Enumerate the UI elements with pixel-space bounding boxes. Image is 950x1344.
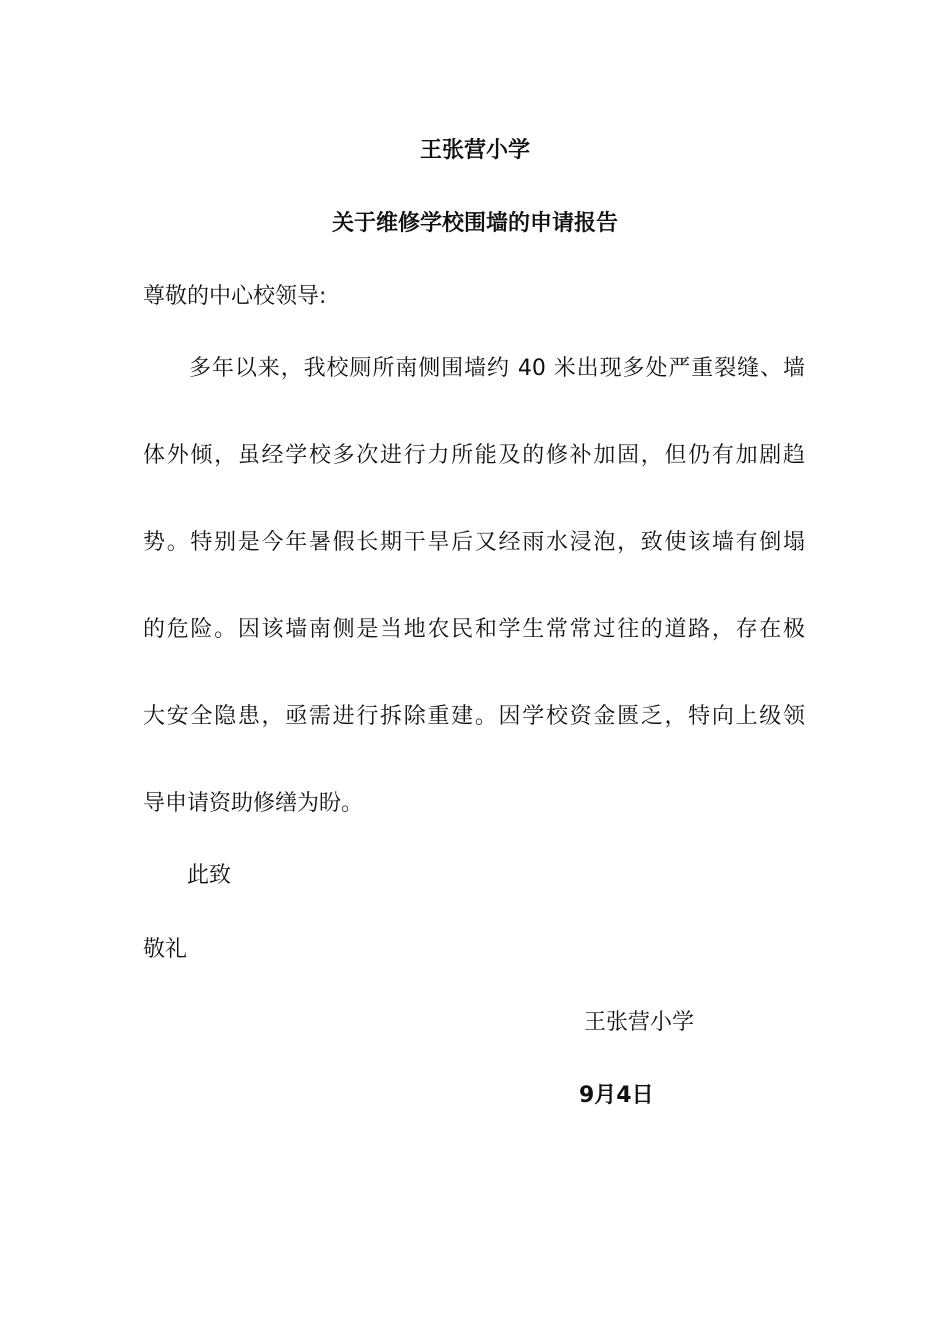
body-line-1: 多年以来，我校厕所南侧围墙约 40 米出现多处严重裂缝、墙 [189, 356, 805, 381]
salutation: 尊敬的中心校领导: [143, 284, 327, 309]
school-heading: 王张营小学 [419, 138, 530, 163]
body-line-3: 势。特别是今年暑假长期干旱后又经雨水浸泡，致使该墙有倒塌 [143, 530, 805, 555]
report-title: 关于维修学校围墙的申请报告 [331, 211, 618, 236]
closing-cizhi: 此致 [187, 863, 232, 888]
body-line-5: 大安全隐患，亟需进行拆除重建。因学校资金匮乏，特向上级领 [143, 704, 805, 729]
signature-school: 王张营小学 [584, 1010, 695, 1035]
body-line-2: 体外倾，虽经学校多次进行力所能及的修补加固，但仍有加剧趋 [143, 443, 805, 468]
body-line-4: 的危险。因该墙南侧是当地农民和学生常常过往的道路，存在极 [143, 617, 805, 642]
body-line-6: 导申请资助修缮为盼。 [143, 791, 364, 816]
closing-jingli: 敬礼 [143, 937, 188, 962]
signature-date: 9月4日 [579, 1083, 654, 1108]
body-paragraph [143, 354, 805, 876]
